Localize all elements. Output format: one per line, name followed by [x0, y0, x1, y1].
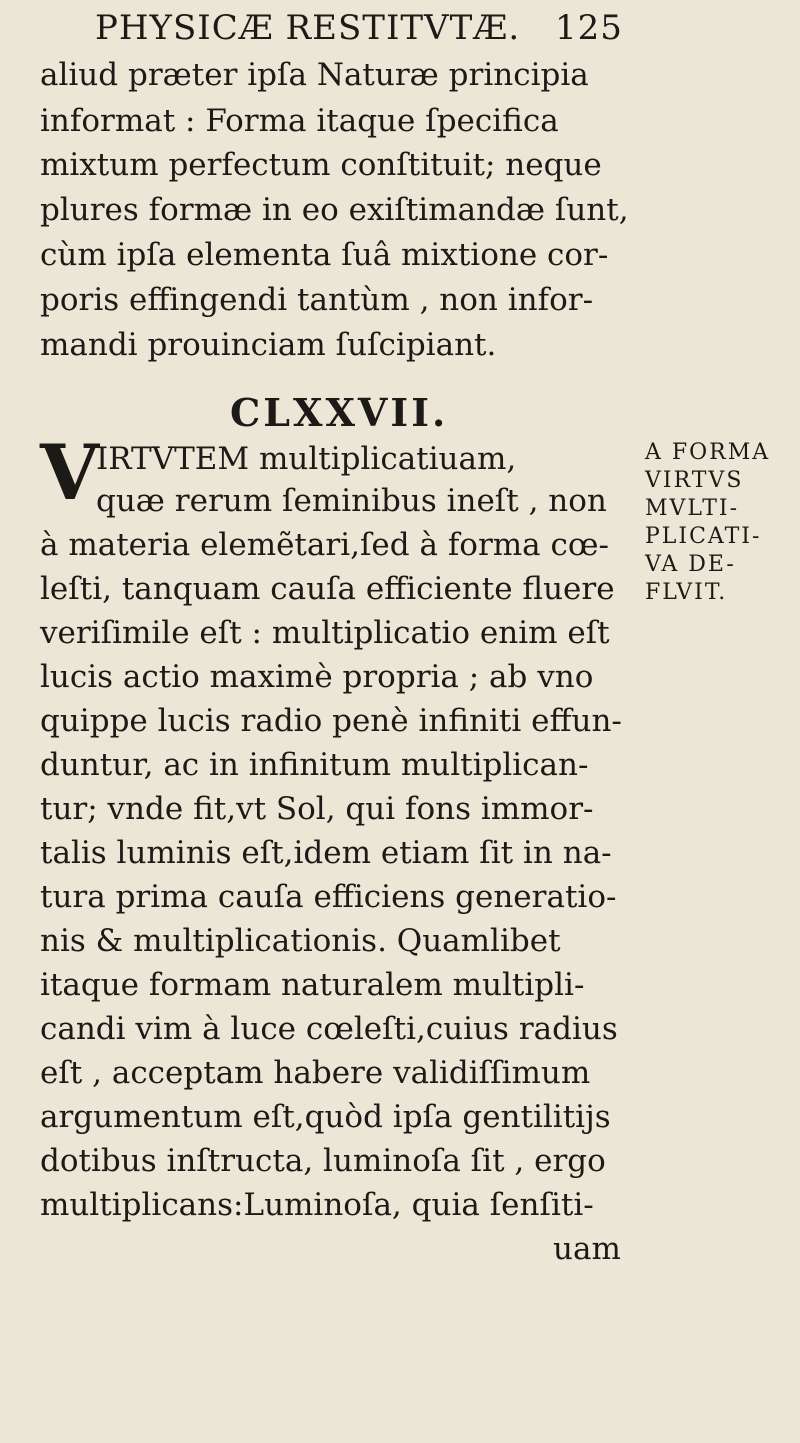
- text-line: multiplicans:Luminoſa, quia ſenſiti-: [40, 1187, 594, 1223]
- text-line: candi vim à luce cœleſti,cuius radius: [40, 1011, 618, 1047]
- text-line: leſti, tanquam cauſa efficiente fluere: [40, 571, 615, 607]
- text-line: quippe lucis radio penè infiniti effun-: [40, 703, 622, 739]
- running-header: [95, 8, 655, 48]
- margin-note-line: PLICATI-: [645, 524, 762, 549]
- margin-note-line: FLVIT.: [645, 580, 728, 605]
- text-line: eſt , acceptam habere validiſſimum: [40, 1055, 591, 1091]
- page-number: 125: [555, 8, 623, 48]
- text-line: aliud præter ipſa Naturæ principia: [40, 57, 589, 93]
- catchword: uam: [553, 1231, 621, 1267]
- margin-note-line: VIRTVS: [645, 468, 744, 493]
- margin-note-line: VA DE-: [645, 552, 736, 577]
- text-line: dotibus inſtructa, luminoſa ſit , ergo: [40, 1143, 606, 1179]
- text-line: itaque formam naturalem multipli-: [40, 967, 585, 1003]
- text-line: informat : Forma itaque ſpecifica: [40, 103, 559, 139]
- text-line: plures formæ in eo exiſtimandæ ſunt,: [40, 192, 629, 228]
- text-line: cùm ipſa elementa ſuâ mixtione cor-: [40, 237, 609, 273]
- text-line: tura prima cauſa efficiens generatio-: [40, 879, 617, 915]
- text-line: talis luminis eſt,idem etiam ſit in na-: [40, 835, 612, 871]
- text-line: tur; vnde fit,vt Sol, qui fons immor-: [40, 791, 594, 827]
- text-line: nis & multiplicationis. Quamlibet: [40, 923, 561, 959]
- text-line: lucis actio maximè propria ; ab vno: [40, 659, 594, 695]
- text-line: veriſimile eſt : multiplicatio enim eſt: [40, 615, 610, 651]
- text-line: IRTVTEM multiplicatiuam,: [96, 441, 517, 477]
- text-line: mixtum perfectum conſtituit; neque: [40, 147, 602, 183]
- section-heading: CLXXVII.: [230, 390, 449, 435]
- text-line: à materia elemẽtari,ſed à forma cœ-: [40, 527, 609, 563]
- text-line: duntur, ac in infinitum multiplican-: [40, 747, 589, 783]
- drop-cap: V: [40, 428, 99, 517]
- running-title: PHYSICÆ RESTITVTÆ.: [95, 8, 521, 48]
- text-line: mandi prouinciam ſuſcipiant.: [40, 327, 497, 363]
- text-line: quæ rerum ſeminibus ineſt , non: [96, 483, 607, 519]
- text-line: poris effingendi tantùm , non infor-: [40, 282, 594, 318]
- margin-note-line: MVLTI-: [645, 496, 740, 521]
- margin-note-line: A FORMA: [645, 440, 771, 465]
- text-line: argumentum eſt,quòd ipſa gentilitijs: [40, 1099, 611, 1135]
